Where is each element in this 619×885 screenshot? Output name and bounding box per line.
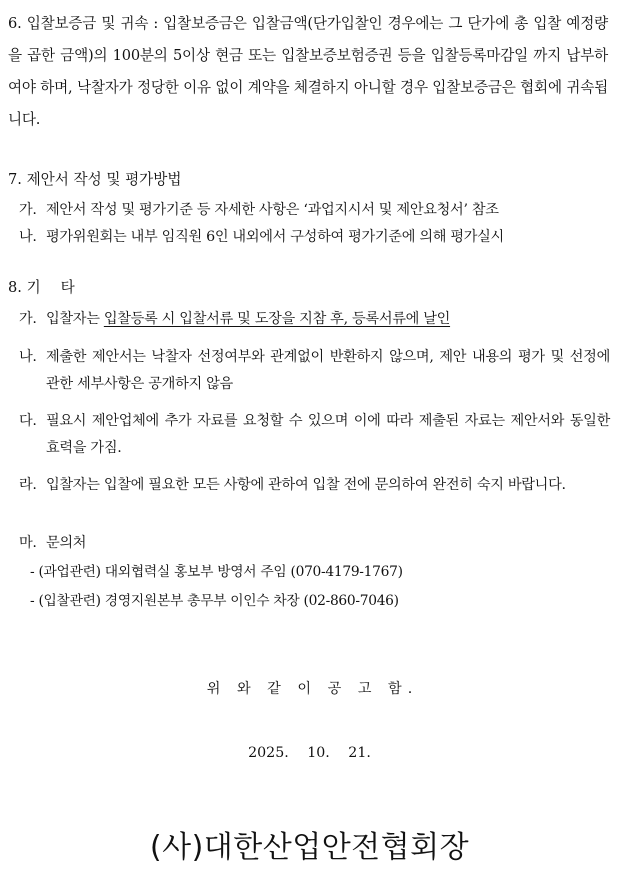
item-text: 평가위원회는 내부 임직원 6인 내외에서 구성하여 평가기준에 의해 평가실시 (46, 229, 504, 245)
section-8-item-ga (8, 306, 610, 333)
item-text (46, 306, 610, 333)
notice-date: 2025. 10. 21. (248, 745, 371, 761)
section-7-item-na (8, 224, 610, 251)
section-8-heading (8, 278, 95, 298)
item-marker: 나. (19, 349, 37, 365)
item-text: 입찰자는 입찰에 필요한 모든 사항에 관하여 입찰 전에 문의하여 완전히 숙지 바랍니다. (46, 477, 566, 493)
section-8-item-da (8, 408, 610, 462)
item-text-prefix: 입찰자는 (46, 311, 104, 327)
notice-statement: 위 와 같 이 공 고 함. (206, 681, 419, 697)
section-7-item-ga (8, 197, 610, 224)
item-text: 제출한 제안서는 낙찰자 선정여부와 관계없이 반환하지 않으며, 제안 내용의 평가 및 선정에 관한 세부사항은 공개하지 않음 (46, 349, 610, 392)
contact-bidding: - (입찰관련) 경영지원본부 총무부 이인수 차장 (02-860-7046) (30, 593, 399, 609)
section-8-number: 8. (8, 279, 22, 296)
item-marker: 가. (19, 311, 37, 327)
item-text: 제안서 작성 및 평가기준 등 자세한 사항은 ‘과업지시서 및 제안요청서’ 참조 (46, 202, 499, 218)
item-text: 필요시 제안업체에 추가 자료를 요청할 수 있으며 이에 따라 제출된 자료는 제안서와 동일한 효력을 가짐. (46, 413, 610, 456)
signature-organization: (사)대한산업안전협회장 (149, 830, 470, 865)
item-text-underlined: 입찰등록 시 입찰서류 및 도장을 지참 후, 등록서류에 날인 (103, 311, 451, 327)
section-8-label: 기타 (26, 279, 95, 296)
item-text: 문의처 (46, 535, 87, 551)
section-7-heading: 7. 제안서 작성 및 평가방법 (8, 171, 182, 188)
item-marker: 라. (19, 477, 37, 493)
item-marker: 가. (19, 202, 37, 218)
section-8-item-ra (8, 472, 610, 499)
item-marker: 마. (19, 535, 37, 551)
section-6-bid-deposit: 6. 입찰보증금 및 귀속 : 입찰보증금은 입찰금액(단가입찰인 경우에는 그 단가에 총 입찰 예정량을 곱한 금액)의 100분의 5이상 현금 또는 입찰보증보험증권 등을 입찰등록마감일 까지 납부하여야 하며, 낙찰자가 정당한 이유 없이 계약을 체결하지 아니할 경우 입찰보증금은 협회에 귀속됩니다. (8, 15, 608, 128)
contact-project: - (과업관련) 대외협력실 홍보부 방영서 주임 (070-4179-1767) (30, 564, 403, 580)
item-marker: 다. (19, 413, 37, 429)
section-8-item-ma (8, 530, 610, 557)
item-marker: 나. (19, 229, 37, 245)
section-8-item-na (8, 344, 610, 398)
